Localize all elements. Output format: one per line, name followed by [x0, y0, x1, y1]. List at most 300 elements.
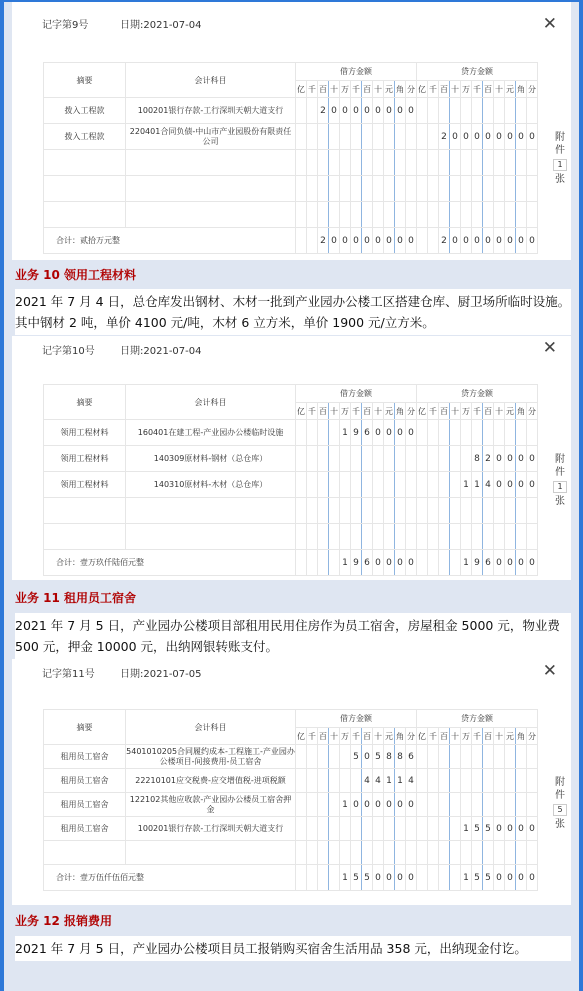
unit-header: 千: [472, 403, 483, 420]
amount-digit: [296, 176, 307, 202]
amount-digit: [318, 817, 329, 841]
amount-digit: [384, 472, 395, 498]
amount-digit: 0: [516, 124, 527, 150]
amount-digit: [417, 498, 428, 524]
summary-header: 摘要: [44, 710, 126, 745]
amount-digit: [351, 446, 362, 472]
amount-digit: [494, 202, 505, 228]
amount-digit: [395, 841, 406, 865]
unit-header: 十: [494, 81, 505, 98]
amount-digit: 0: [527, 817, 538, 841]
unit-header: 元: [384, 728, 395, 745]
amount-digit: 0: [384, 98, 395, 124]
amount-digit: 0: [505, 472, 516, 498]
voucher-9: [12, 2, 571, 260]
amount-digit: 1: [340, 550, 351, 576]
amount-digit: 0: [527, 472, 538, 498]
amount-digit: [527, 176, 538, 202]
amount-digit: [461, 150, 472, 176]
amount-digit: [329, 769, 340, 793]
unit-header: 百: [483, 403, 494, 420]
amount-digit: 0: [395, 550, 406, 576]
total-label: 合计：贰拾万元整: [44, 228, 296, 254]
summary-header: 摘要: [44, 385, 126, 420]
amount-digit: 1: [340, 865, 351, 891]
amount-digit: [505, 420, 516, 446]
amount-digit: [373, 841, 384, 865]
amount-digit: [439, 498, 450, 524]
amount-digit: 0: [483, 228, 494, 254]
amount-digit: [428, 228, 439, 254]
amount-digit: [461, 524, 472, 550]
amount-digit: 2: [439, 228, 450, 254]
amount-digit: [373, 472, 384, 498]
section-title-11: 业务 11 租用员工宿舍: [15, 591, 137, 605]
amount-digit: [362, 472, 373, 498]
amount-digit: [384, 150, 395, 176]
unit-header: 十: [329, 728, 340, 745]
unit-header: 千: [428, 728, 439, 745]
amount-digit: [516, 498, 527, 524]
amount-digit: [329, 420, 340, 446]
row-account: 140309原材料-钢材（总仓库）: [126, 446, 296, 472]
unit-header: 万: [340, 81, 351, 98]
attach-number: 1: [553, 159, 567, 171]
amount-digit: [428, 745, 439, 769]
amount-digit: [527, 420, 538, 446]
amount-digit: [395, 446, 406, 472]
total-row: [44, 550, 538, 576]
unit-header: 亿: [417, 81, 428, 98]
amount-digit: [340, 472, 351, 498]
amount-digit: 1: [461, 550, 472, 576]
amount-digit: [505, 841, 516, 865]
unit-header: 十: [450, 403, 461, 420]
amount-digit: 0: [384, 228, 395, 254]
amount-digit: [318, 472, 329, 498]
table-row: [44, 769, 538, 793]
row-account: 160401在建工程-产业园办公楼临时设施: [126, 420, 296, 446]
table-row: [44, 498, 538, 524]
amount-digit: [296, 865, 307, 891]
unit-header: 万: [340, 728, 351, 745]
amount-digit: 0: [516, 472, 527, 498]
amount-digit: [329, 472, 340, 498]
unit-header: 亿: [296, 728, 307, 745]
amount-digit: [527, 793, 538, 817]
amount-digit: 4: [406, 769, 417, 793]
amount-digit: [318, 550, 329, 576]
page-container: [4, 2, 579, 991]
amount-digit: [318, 769, 329, 793]
amount-digit: [428, 550, 439, 576]
amount-digit: [494, 420, 505, 446]
amount-digit: 6: [362, 420, 373, 446]
amount-digit: [461, 202, 472, 228]
amount-digit: [406, 841, 417, 865]
amount-digit: 0: [527, 446, 538, 472]
unit-header: 元: [505, 728, 516, 745]
account-header: 会计科目: [126, 385, 296, 420]
amount-digit: 0: [527, 550, 538, 576]
amount-digit: [428, 176, 439, 202]
amount-digit: [494, 769, 505, 793]
total-row: [44, 228, 538, 254]
amount-digit: [516, 176, 527, 202]
unit-header: 元: [384, 81, 395, 98]
amount-digit: 0: [494, 817, 505, 841]
amount-digit: 0: [472, 228, 483, 254]
amount-digit: [483, 524, 494, 550]
unit-header: 分: [527, 403, 538, 420]
amount-digit: [406, 150, 417, 176]
amount-digit: [417, 472, 428, 498]
amount-digit: [395, 498, 406, 524]
amount-digit: [516, 524, 527, 550]
unit-header: 分: [527, 728, 538, 745]
close-icon[interactable]: ✕: [542, 661, 557, 681]
amount-digit: [472, 98, 483, 124]
amount-digit: [417, 228, 428, 254]
row-summary: 拨入工程款: [44, 98, 126, 124]
amount-digit: [516, 745, 527, 769]
amount-digit: 0: [406, 420, 417, 446]
amount-digit: 5: [362, 865, 373, 891]
amount-digit: 0: [362, 745, 373, 769]
amount-digit: [340, 176, 351, 202]
amount-digit: [461, 745, 472, 769]
amount-digit: [307, 524, 318, 550]
amount-digit: [340, 202, 351, 228]
amount-digit: [472, 793, 483, 817]
unit-header: 百: [483, 728, 494, 745]
amount-digit: [450, 420, 461, 446]
voucher-table: [43, 384, 538, 576]
amount-digit: [417, 817, 428, 841]
unit-header: 千: [351, 728, 362, 745]
table-row: [44, 202, 538, 228]
unit-header: 分: [406, 403, 417, 420]
credit-header: 贷方金额: [417, 385, 538, 403]
amount-digit: 6: [406, 745, 417, 769]
amount-digit: [373, 202, 384, 228]
amount-digit: 0: [406, 550, 417, 576]
unit-header: 亿: [296, 403, 307, 420]
amount-digit: [296, 550, 307, 576]
amount-digit: 0: [450, 124, 461, 150]
section-text-10: 2021 年 7 月 4 日，总仓库发出钢材、木材一批到产业园办公楼工区搭建仓库、厨卫场所临时设施。其中钢材 2 吨，单价 4100 元/吨，木材 6 立方米，单价 1900 元/立方米。: [15, 289, 571, 335]
amount-digit: 6: [483, 550, 494, 576]
amount-digit: [428, 420, 439, 446]
row-summary: [44, 498, 126, 524]
unit-header: 十: [494, 728, 505, 745]
amount-digit: 2: [318, 228, 329, 254]
amount-digit: [406, 446, 417, 472]
amount-digit: [307, 841, 318, 865]
amount-digit: 8: [472, 446, 483, 472]
unit-header: 角: [395, 81, 406, 98]
amount-digit: 8: [384, 745, 395, 769]
row-account: [126, 202, 296, 228]
amount-digit: [450, 793, 461, 817]
amount-digit: 4: [483, 472, 494, 498]
attach-label: 附: [555, 777, 565, 788]
amount-digit: 1: [472, 472, 483, 498]
row-account: [126, 524, 296, 550]
amount-digit: [505, 202, 516, 228]
amount-digit: 0: [494, 865, 505, 891]
amount-digit: [439, 420, 450, 446]
amount-digit: [450, 176, 461, 202]
amount-digit: [351, 472, 362, 498]
amount-digit: [307, 550, 318, 576]
amount-digit: 2: [318, 98, 329, 124]
unit-header: 十: [373, 728, 384, 745]
amount-digit: [461, 498, 472, 524]
unit-header: 分: [406, 81, 417, 98]
amount-digit: [340, 124, 351, 150]
amount-digit: [483, 176, 494, 202]
amount-digit: 0: [527, 865, 538, 891]
amount-digit: [307, 228, 318, 254]
unit-header: 分: [406, 728, 417, 745]
amount-digit: 0: [516, 865, 527, 891]
unit-header: 万: [461, 403, 472, 420]
amount-digit: [329, 150, 340, 176]
row-summary: [44, 524, 126, 550]
amount-digit: [461, 446, 472, 472]
unit-header: 千: [307, 81, 318, 98]
amount-digit: [318, 446, 329, 472]
amount-digit: [439, 817, 450, 841]
amount-digit: 1: [461, 865, 472, 891]
voucher-number: 记字第9号: [42, 20, 89, 31]
amount-digit: [406, 202, 417, 228]
amount-digit: [483, 769, 494, 793]
amount-digit: [307, 176, 318, 202]
amount-digit: [384, 202, 395, 228]
unit-header: 百: [318, 403, 329, 420]
attach-label: 张: [555, 496, 565, 507]
amount-digit: 0: [494, 446, 505, 472]
amount-digit: 0: [516, 446, 527, 472]
amount-digit: 0: [395, 865, 406, 891]
amount-digit: [318, 793, 329, 817]
table-row: [44, 745, 538, 769]
amount-digit: [428, 865, 439, 891]
amount-digit: [362, 841, 373, 865]
row-account: 140310原材料-木材（总仓库）: [126, 472, 296, 498]
amount-digit: 0: [384, 550, 395, 576]
attach-label: 件: [555, 790, 565, 801]
amount-digit: [395, 817, 406, 841]
voucher-number: 记字第10号: [42, 346, 95, 357]
row-summary: 拨入工程款: [44, 124, 126, 150]
amount-digit: [494, 98, 505, 124]
amount-digit: [527, 745, 538, 769]
attach-label: 附: [555, 454, 565, 465]
amount-digit: [417, 446, 428, 472]
amount-digit: [384, 498, 395, 524]
amount-digit: [318, 150, 329, 176]
amount-digit: [351, 524, 362, 550]
table-row: [44, 446, 538, 472]
amount-digit: [373, 446, 384, 472]
amount-digit: [417, 745, 428, 769]
voucher-11: [12, 659, 571, 905]
amount-digit: 0: [406, 793, 417, 817]
amount-digit: [340, 745, 351, 769]
amount-digit: 4: [362, 769, 373, 793]
amount-digit: [395, 202, 406, 228]
amount-digit: 5: [472, 865, 483, 891]
amount-digit: [406, 817, 417, 841]
voucher-10: [12, 336, 571, 580]
row-account: 122102其他应收款-产业园办公楼员工宿舍押金: [126, 793, 296, 817]
amount-digit: [307, 446, 318, 472]
amount-digit: [395, 524, 406, 550]
amount-digit: [461, 98, 472, 124]
unit-header: 百: [318, 728, 329, 745]
voucher-number: 记字第11号: [42, 669, 95, 680]
amount-digit: [439, 793, 450, 817]
amount-digit: [428, 498, 439, 524]
amount-digit: [439, 865, 450, 891]
unit-header: 亿: [417, 728, 428, 745]
amount-digit: [296, 769, 307, 793]
amount-digit: 0: [494, 228, 505, 254]
amount-digit: [307, 420, 318, 446]
amount-digit: [329, 446, 340, 472]
amount-digit: 0: [505, 865, 516, 891]
close-icon[interactable]: ✕: [542, 338, 557, 358]
row-summary: 领用工程材料: [44, 472, 126, 498]
amount-digit: [406, 472, 417, 498]
amount-digit: [450, 446, 461, 472]
amount-digit: [406, 176, 417, 202]
amount-digit: [494, 841, 505, 865]
amount-digit: [307, 793, 318, 817]
amount-digit: [516, 769, 527, 793]
amount-digit: [450, 472, 461, 498]
amount-digit: [318, 202, 329, 228]
amount-digit: [439, 769, 450, 793]
amount-digit: [494, 524, 505, 550]
amount-digit: [516, 841, 527, 865]
amount-digit: [439, 745, 450, 769]
amount-digit: [417, 150, 428, 176]
row-summary: 租用员工宿舍: [44, 793, 126, 817]
row-account: [126, 498, 296, 524]
amount-digit: [483, 150, 494, 176]
amount-digit: 1: [461, 817, 472, 841]
amount-digit: 0: [373, 420, 384, 446]
credit-header: 贷方金额: [417, 63, 538, 81]
amount-digit: [439, 176, 450, 202]
attach-number: 1: [553, 481, 567, 493]
row-summary: [44, 150, 126, 176]
unit-header: 万: [340, 403, 351, 420]
amount-digit: [527, 202, 538, 228]
row-summary: [44, 176, 126, 202]
amount-digit: 0: [516, 817, 527, 841]
amount-digit: [384, 446, 395, 472]
amount-digit: 0: [406, 98, 417, 124]
attach-label: 附: [555, 132, 565, 143]
amount-digit: [318, 498, 329, 524]
unit-header: 角: [395, 403, 406, 420]
amount-digit: 0: [373, 793, 384, 817]
unit-header: 万: [461, 81, 472, 98]
amount-digit: [373, 817, 384, 841]
amount-digit: [307, 769, 318, 793]
amount-digit: [373, 150, 384, 176]
voucher-table: [43, 62, 538, 254]
amount-digit: 0: [494, 550, 505, 576]
row-account: 100201银行存款-工行深圳天朝大道支行: [126, 98, 296, 124]
amount-digit: [417, 176, 428, 202]
amount-digit: [417, 550, 428, 576]
amount-digit: [307, 498, 318, 524]
amount-digit: [527, 98, 538, 124]
unit-header: 百: [362, 403, 373, 420]
unit-header: 千: [351, 81, 362, 98]
amount-digit: [461, 420, 472, 446]
close-icon[interactable]: ✕: [542, 14, 557, 34]
amount-digit: [472, 176, 483, 202]
amount-digit: [329, 498, 340, 524]
amount-digit: [296, 498, 307, 524]
row-summary: 领用工程材料: [44, 446, 126, 472]
amount-digit: [329, 841, 340, 865]
amount-digit: [505, 98, 516, 124]
amount-digit: [296, 745, 307, 769]
amount-digit: 5: [483, 817, 494, 841]
debit-header: 借方金额: [296, 63, 417, 81]
voucher-table: [43, 709, 538, 891]
amount-digit: 6: [362, 550, 373, 576]
amount-digit: [318, 524, 329, 550]
amount-digit: [417, 524, 428, 550]
amount-digit: 0: [516, 550, 527, 576]
amount-digit: 0: [406, 865, 417, 891]
amount-digit: [483, 202, 494, 228]
amount-digit: 0: [329, 228, 340, 254]
unit-header: 百: [318, 81, 329, 98]
amount-digit: 5: [373, 745, 384, 769]
amount-digit: [340, 524, 351, 550]
amount-digit: [362, 817, 373, 841]
unit-header: 百: [362, 728, 373, 745]
amount-digit: [417, 202, 428, 228]
amount-digit: 0: [461, 124, 472, 150]
voucher-date: 日期:2021-07-04: [120, 346, 202, 357]
unit-header: 亿: [296, 81, 307, 98]
amount-digit: [439, 472, 450, 498]
voucher-date: 日期:2021-07-05: [120, 669, 202, 680]
amount-digit: [296, 228, 307, 254]
amount-digit: [373, 176, 384, 202]
amount-digit: 4: [373, 769, 384, 793]
amount-digit: [472, 769, 483, 793]
unit-header: 千: [472, 728, 483, 745]
unit-header: 千: [351, 403, 362, 420]
amount-digit: [527, 524, 538, 550]
amount-digit: [450, 817, 461, 841]
table-row: [44, 524, 538, 550]
amount-digit: 0: [373, 98, 384, 124]
amount-digit: [318, 124, 329, 150]
